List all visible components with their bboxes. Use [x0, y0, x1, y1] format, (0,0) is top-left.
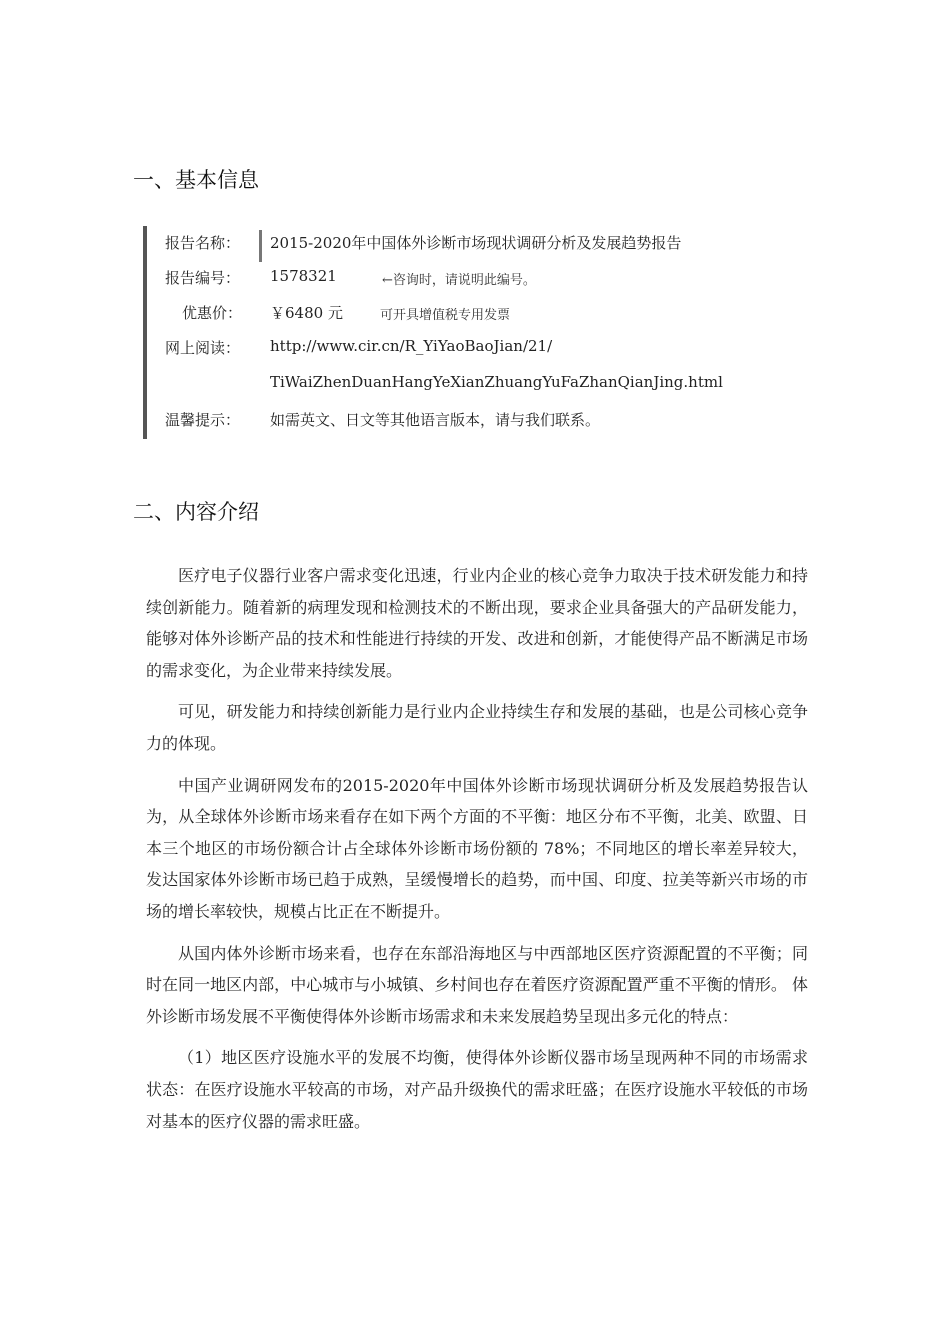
- tip-label: 温馨提示：: [165, 411, 241, 429]
- report-no-label: 报告编号：: [165, 269, 241, 287]
- section-title-basic-info: 一、基本信息: [133, 168, 259, 192]
- paragraph: 中国产业调研网发布的2015-2020年中国体外诊断市场现状调研分析及发展趋势报告认为，从全球体外诊断市场来看存在如下两个方面的不平衡：地区分布不平衡，北美、欧盟、日本三个地区的市场份额合计占全球体外诊断市场份额的 78%；不同地区的增长率差异较大，发达国家体外诊断市场已趋于成熟，呈缓慢增长的趋势，而中国、印度、拉美等新兴市场的市场的增长率较快，规模占比正在不断提升。: [146, 775, 808, 921]
- report-no-note: ←咨询时，请说明此编号。: [382, 273, 536, 288]
- paragraph: 从国内体外诊断市场来看，也存在东部沿海地区与中西部地区医疗资源配置的不平衡；同时在同一地区内部，中心城市与小城镇、乡村间也存在着医疗资源配置严重不平衡的情形。 体外诊断市场发展不平衡使得体外诊断市场需求和未来发展趋势呈现出多元化的特点：: [146, 943, 808, 1026]
- info-row-tip: [0, 409, 950, 443]
- price-note: 可开具增值税专用发票: [380, 308, 511, 323]
- url-line-1[interactable]: http://www.cir.cn/R_YiYaoBaoJian/21/: [270, 337, 553, 355]
- price-value: ￥6480 元: [270, 304, 343, 322]
- url-line-2[interactable]: TiWaiZhenDuanHangYeXianZhuangYuFaZhanQianJing.html: [270, 373, 723, 391]
- info-row-report-no: [0, 267, 950, 301]
- paragraph: （1）地区医疗设施水平的发展不均衡，使得体外诊断仪器市场呈现两种不同的市场需求状态：在医疗设施水平较高的市场，对产品升级换代的需求旺盛；在医疗设施水平较低的市场对基本的医疗仪器的需求旺盛。: [146, 1048, 808, 1131]
- info-row-report-name: [0, 232, 950, 266]
- section-title-content-intro: 二、内容介绍: [133, 500, 259, 524]
- content-body: [146, 560, 808, 1147]
- info-row-online: [0, 337, 950, 371]
- paragraph: 可见，研发能力和持续创新能力是行业内企业持续生存和发展的基础，也是公司核心竞争力的体现。: [146, 702, 808, 753]
- price-label: 优惠价：: [182, 304, 243, 322]
- info-row-online-cont: [0, 373, 950, 407]
- online-label: 网上阅读：: [165, 339, 241, 357]
- tip-value: 如需英文、日文等其他语言版本，请与我们联系。: [270, 411, 601, 429]
- paragraph: 医疗电子仪器行业客户需求变化迅速，行业内企业的核心竞争力取决于技术研发能力和持续创新能力。随着新的病理发现和检测技术的不断出现，要求企业具备强大的产品研发能力，能够对体外诊断产品的技术和性能进行持续的开发、改进和创新，才能使得产品不断满足市场的需求变化，为企业带来持续发展。: [146, 566, 808, 680]
- report-name-label: 报告名称：: [165, 234, 241, 252]
- info-row-price: [0, 302, 950, 336]
- report-name-value: 2015-2020年中国体外诊断市场现状调研分析及发展趋势报告: [270, 234, 682, 252]
- report-no-value: 1578321: [270, 267, 337, 285]
